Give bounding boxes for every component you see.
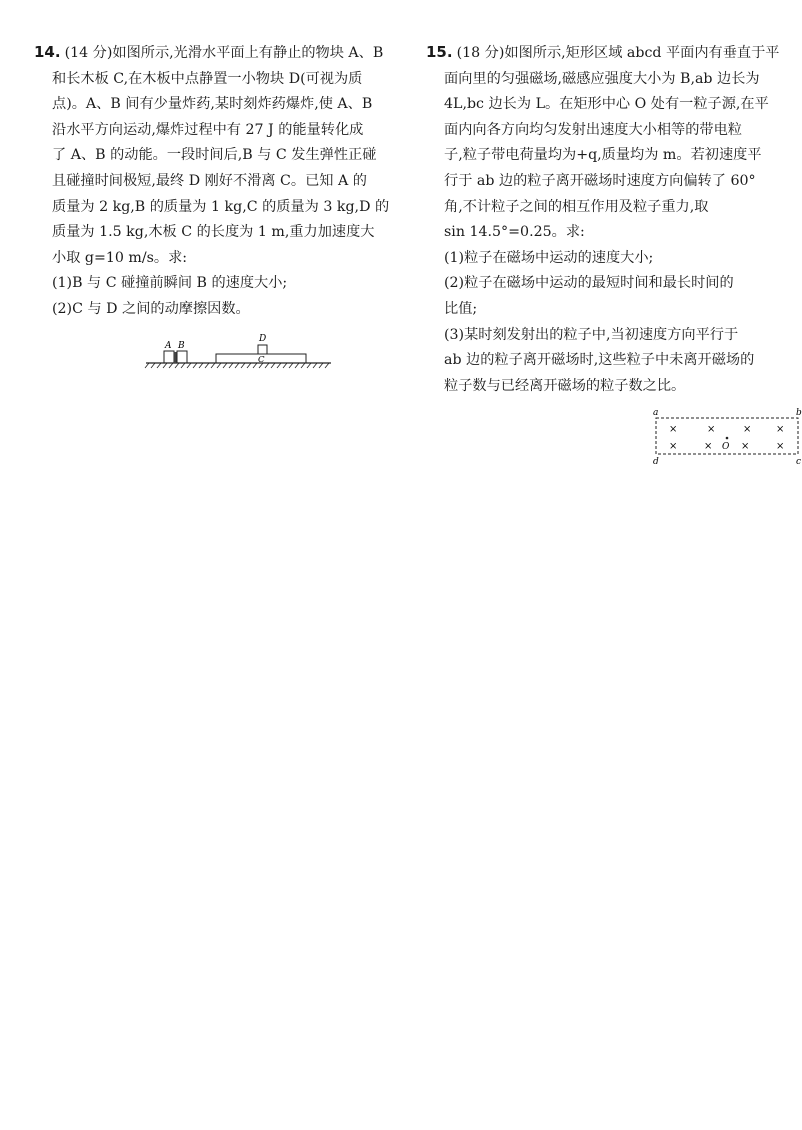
q15-subquestion-3: (3)某时刻发射出的粒子中,当初速度方向平行于: [444, 326, 739, 343]
q14-line: 点)。A、B 间有少量炸药,某时刻炸药爆炸,使 A、B: [52, 96, 373, 113]
q15-number: 15.: [426, 43, 453, 61]
field-cross: ×: [776, 441, 785, 452]
q15-subquestion-3-cont: 粒子数与已经离开磁场的粒子数之比。: [444, 377, 686, 394]
q14-line: 质量为 2 kg,B 的质量为 1 kg,C 的质量为 3 kg,D 的: [52, 198, 390, 215]
q15-line: (18 分)如图所示,矩形区域 abcd 平面内有垂直于平: [456, 45, 780, 61]
label-c: c: [796, 457, 802, 467]
q15-line: 面向里的匀强磁场,磁感应强度大小为 B,ab 边长为: [444, 70, 760, 87]
question-15: [426, 40, 802, 467]
label-b: B: [178, 341, 185, 351]
field-cross: ×: [669, 424, 678, 435]
field-cross: ×: [741, 441, 750, 452]
q15-first-line: [426, 40, 800, 67]
q14-first-line: [34, 40, 406, 67]
q14-subquestion-2: (2)C 与 D 之间的动摩擦因数。: [52, 300, 250, 317]
field-cross: ×: [743, 424, 752, 435]
field-cross: ×: [707, 424, 716, 435]
q15-line: 角,不计粒子之间的相互作用及粒子重力,取: [444, 198, 709, 215]
label-b: b: [796, 408, 802, 418]
q14-line: (14 分)如图所示,光滑水平面上有静止的物块 A、B: [64, 45, 384, 61]
q14-line: 了 A、B 的动能。一段时间后,B 与 C 发生弹性正碰: [52, 147, 377, 164]
q14-number: 14.: [34, 43, 61, 61]
question-14: [34, 40, 406, 365]
q14-subquestion-1: (1)B 与 C 碰撞前瞬间 B 的速度大小;: [52, 275, 288, 292]
q15-line: sin 14.5°=0.25。求:: [444, 224, 585, 241]
block-b: [177, 351, 187, 363]
block-a: [164, 351, 174, 363]
q15-subquestion-2: (2)粒子在磁场中运动的最短时间和最长时间的: [444, 275, 734, 292]
q15-line: 子,粒子带电荷量均为+q,质量均为 m。若初速度平: [444, 147, 762, 164]
label-c: C: [258, 355, 265, 365]
q15-subquestion-2-cont: 比值;: [444, 300, 478, 317]
label-o: O: [722, 442, 730, 452]
q15-line: 面内向各方向均匀发射出速度大小相等的带电粒: [444, 121, 742, 138]
q14-figure: [146, 325, 336, 370]
source-o-dot: [726, 437, 729, 440]
field-cross: ×: [704, 441, 713, 452]
q15-line: 4L,bc 边长为 L。在矩形中心 O 处有一粒子源,在平: [444, 96, 769, 113]
q15-subquestion-3-cont: ab 边的粒子离开磁场时,这些粒子中未离开磁场的: [444, 352, 755, 369]
field-cross: ×: [669, 441, 678, 452]
q15-line: 行于 ab 边的粒子离开磁场时速度方向偏转了 60°: [444, 172, 756, 189]
q15-subquestion-1: (1)粒子在磁场中运动的速度大小;: [444, 249, 654, 266]
label-d: D: [259, 334, 267, 344]
block-d: [258, 345, 267, 354]
label-a: A: [165, 341, 172, 351]
q14-line: 沿水平方向运动,爆炸过程中有 27 J 的能量转化成: [52, 121, 364, 138]
q14-line: 和长木板 C,在木板中点静置一小物块 D(可视为质: [52, 70, 363, 87]
q14-line: 质量为 1.5 kg,木板 C 的长度为 1 m,重力加速度大: [52, 224, 375, 241]
q14-line: 小取 g=10 m/s。求:: [52, 249, 188, 266]
q15-figure: [652, 405, 802, 465]
label-a: a: [653, 408, 659, 418]
field-cross: ×: [776, 424, 785, 435]
label-d: d: [653, 457, 659, 467]
q14-line: 且碰撞时间极短,最终 D 刚好不滑离 C。已知 A 的: [52, 172, 367, 189]
